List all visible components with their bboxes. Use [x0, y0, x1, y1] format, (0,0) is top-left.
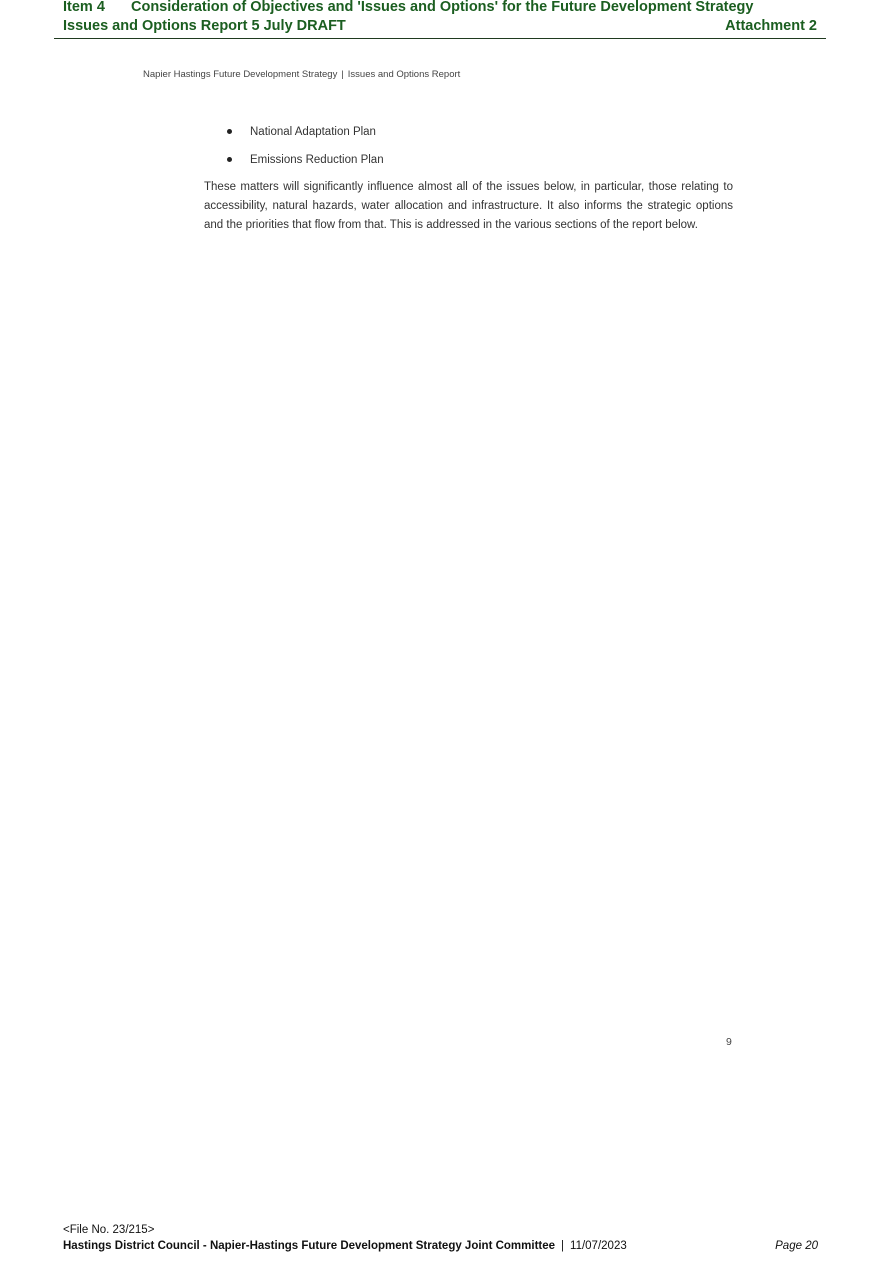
bullet-icon	[227, 157, 232, 162]
agenda-header	[54, 0, 826, 39]
meeting-date: 11/07/2023	[570, 1240, 627, 1252]
page-number: 9	[726, 1036, 732, 1048]
footer-separator: |	[561, 1240, 565, 1252]
document-title: Napier Hastings Future Development Strategy	[143, 69, 338, 80]
committee-name: Hastings District Council - Napier-Hastings Future Development Strategy Joint Committee	[63, 1240, 556, 1252]
agenda-subtitle-line	[63, 18, 817, 34]
agenda-subtitle: Issues and Options Report 5 July DRAFT	[63, 18, 346, 34]
list-item	[204, 124, 734, 152]
file-number: <File No. 23/215>	[63, 1224, 155, 1236]
list-item	[204, 152, 734, 180]
body-paragraph: These matters will significantly influence almost all of the issues below, in particular, those relating to accessibility, natural hazards, water allocation and infrastructure. It also informs the strategic options and the priorities that flow from that. This is addressed in the various sections of the report below.	[204, 181, 733, 231]
agenda-page-number: Page 20	[775, 1240, 818, 1252]
document-running-header	[143, 69, 460, 80]
footer-line	[63, 1240, 818, 1252]
bullet-icon	[227, 129, 232, 134]
attachment-label: Attachment 2	[725, 18, 817, 34]
agenda-item-number: Item 4	[63, 0, 105, 15]
agenda-item-line	[63, 0, 817, 15]
list-item-text: Emissions Reduction Plan	[250, 153, 384, 166]
header-separator: |	[341, 69, 344, 80]
agenda-item-title: Consideration of Objectives and 'Issues and Options' for the Future Development Strategy	[131, 0, 754, 15]
plan-bullet-list	[204, 124, 734, 179]
list-item-text: National Adaptation Plan	[250, 126, 376, 138]
report-name: Issues and Options Report	[347, 69, 461, 80]
